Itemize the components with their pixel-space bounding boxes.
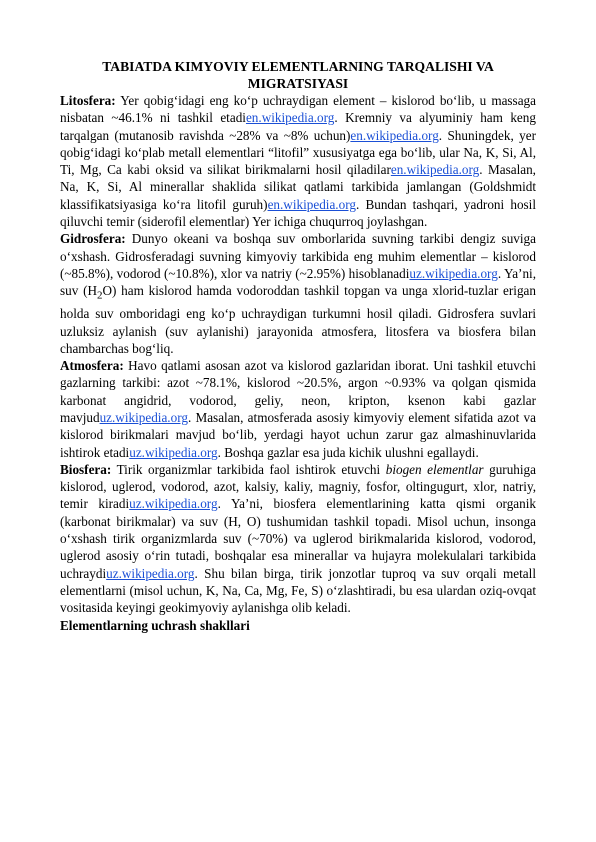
text-run: . Shu bilan birga, tirik jonzotlar tuproq va suv orqali metall elementlarni (misol uchun, K, Na, Ca, Mg, Fe, S) o‘zlashtiradi, bu esa ulardan oziq-ovqat vositasida keyingi geokimyoviy aylanishga olib keladi. — [60, 565, 536, 616]
atmosphere-heading: Atmosfera: — [60, 358, 124, 374]
text-run: . Ya’ni, biosfera elementlarining katta qismi organik (karbonat birikmalar) va suv (H, O) tushumidan tashkil topadi. Misol uchun, insonga o‘xshash tirik organizmlarda suv (~70%) va uglerod birikmalarida kislorod, vodorod, uglerod asosiy o‘rin tutadi, boshqalar esa minerallar va hujayra molekulalari tarkibida uchraydi — [60, 496, 537, 581]
text-run: Dunyo okeani va boshqa suv omborlarida suvning tarkibi dengiz suviga o‘xshash. Gidrosferadagi suvning kimyoviy tarkibida eng muhim elementlar – kislorod (~85.8%), vodorod (~10.8%), xlor va natriy (~2.95%) hisoblanadi — [60, 231, 536, 281]
text-run: Yer qobig‘idagi eng ko‘p uchraydigan element – kislorod bo‘lib, u massaga nisbatan ~46.1% ni tashkil etadi — [60, 93, 536, 126]
text-run: . Shuningdek, yer qobig‘idagi ko‘plab metall elementlari “litofil” xususiyatga ega bo‘lib, ular Na, K, Si, Al, Ti, Mg, Ca kabi oksid va silikat birikmalarni hosil qiladilar — [60, 127, 536, 178]
wiki-link[interactable]: en.wikipedia.org — [390, 162, 480, 178]
italic-term: biogen elementlar — [385, 461, 484, 477]
text-run: . Bundan tashqari, yadroni hosil qiluvchi temir (siderofil elementlar) Yer ichiga chuqurroq joylashgan. — [60, 196, 537, 230]
text-run: . Masalan, Na, K, Si, Al minerallar shaklida silikat qatlami tarkibida jamlangan (Goldshmidt klassifikatsiyasiga ko‘ra litofil guruh) — [60, 162, 536, 212]
text-run: guruhiga kislorod, uglerod, vodorod, azot, kalsiy, kaliy, magniy, fosfor, oltingugurt, xlor, natriy, temir kiradi — [60, 461, 537, 512]
wiki-link[interactable]: en.wikipedia.org — [350, 127, 439, 143]
wiki-link[interactable]: uz.wikipedia.org — [99, 409, 188, 425]
hydrosphere-paragraph — [60, 230, 536, 357]
text-run: . Ya’ni, suv (H — [60, 265, 537, 299]
text-run: O) ham kislorod hamda vodoroddan tashkil topgan va unga xlorid-tuzlar erigan holda suv omboridagi eng ko‘p uchraydigan turkumni hosil qiladi. Gidrosfera suvlari uzluksiz aylanish (suv aylanishi) jarayonida atmosfera, litosfera va biosfera bilan chambarchas bog‘liq. — [60, 283, 536, 356]
lithosphere-paragraph — [60, 92, 536, 230]
wiki-link[interactable]: en.wikipedia.org — [245, 110, 335, 126]
hydrosphere-heading: Gidrosfera: — [60, 231, 126, 247]
text-run: . Kremniy va alyuminiy ham keng tarqalgan (mutanosib ravishda ~28% va ~8% uchun) — [60, 110, 536, 143]
wiki-link[interactable]: uz.wikipedia.org — [129, 496, 218, 512]
wiki-link[interactable]: uz.wikipedia.org — [129, 444, 218, 460]
lithosphere-heading: Litosfera: — [60, 93, 116, 108]
atmosphere-paragraph — [60, 357, 536, 461]
biosphere-paragraph — [60, 461, 536, 617]
text-run: Tirik organizmlar tarkibida faol ishtirok etuvchi — [111, 461, 386, 477]
subscript: 2 — [97, 289, 103, 302]
wiki-link[interactable]: uz.wikipedia.org — [409, 265, 498, 281]
text-run: . Boshqa gazlar esa juda kichik ulushni egallaydi. — [217, 444, 479, 460]
wiki-link[interactable]: en.wikipedia.org — [267, 196, 356, 212]
section-subheading: Elementlarning uchrash shakllari — [60, 617, 250, 633]
wiki-link[interactable]: uz.wikipedia.org — [106, 565, 195, 581]
biosphere-heading: Biosfera: — [60, 461, 112, 477]
text-run: . Masalan, atmosferada asosiy kimyoviy element sifatida azot va kislorod birikmalari mavjud bo‘lib, yerdagi hayot uchun zarur gaz almashinuvlarida ishtirok etadi — [60, 409, 536, 460]
text-run: Havo qatlami asosan azot va kislorod gazlaridan iborat. Uni tashkil etuvchi gazlarning tarkibi: azot ~78.1%, kislorod ~20.5%, argon ~0.93% va qolgan qismida karbonat angidrid, vodorod, geliy, neon, kripton, ksenon kabi gazlar mavjud — [60, 358, 536, 425]
page-title: TABIATDA KIMYOVIY ELEMENTLARNING TARQALISHI VA MIGRATSIYASI — [102, 59, 494, 91]
